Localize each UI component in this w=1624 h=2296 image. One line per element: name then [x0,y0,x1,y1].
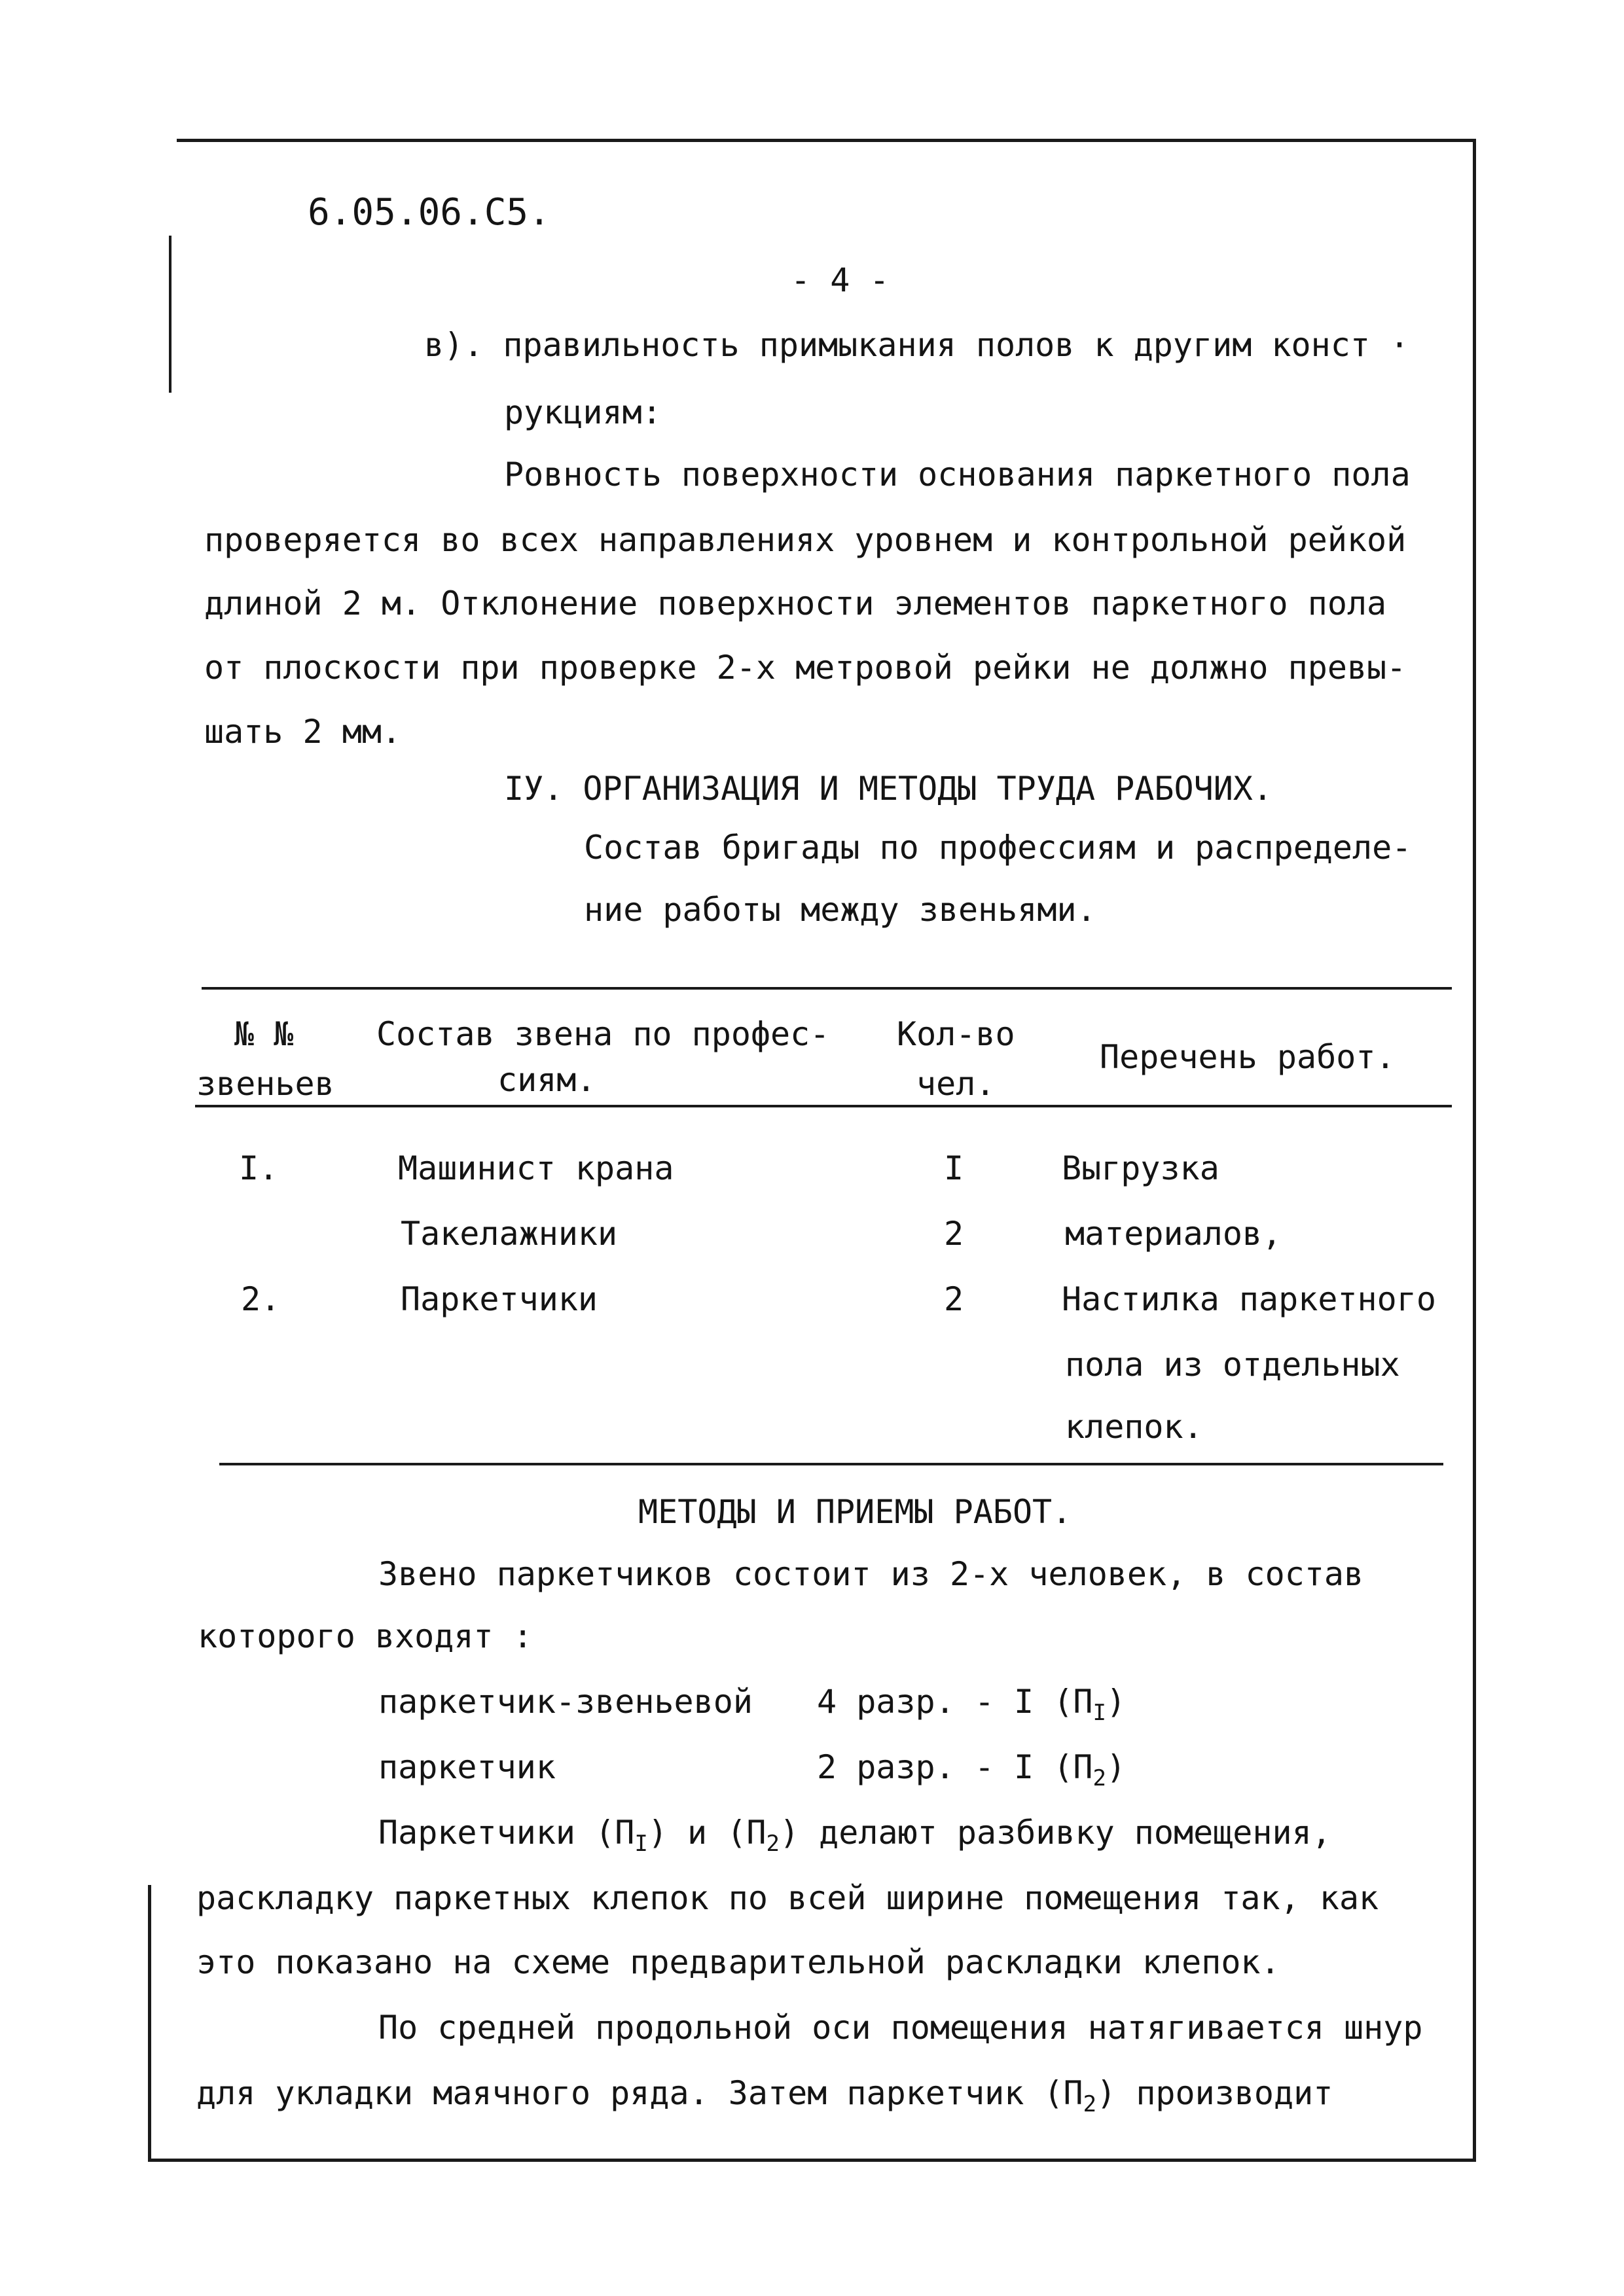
header-count-2: чел. [916,1065,996,1103]
row1-count: I [944,1149,964,1187]
frame-left [148,1885,151,2160]
para1-line-4: от плоскости при проверке 2-х метровой рейки не должно превы- [204,649,1407,687]
para2-line-3: это показано на схеме предварительной раскладки клепок. [196,1943,1280,1981]
frame-bottom [148,2159,1476,2162]
section-subtitle-1: Состав бригады по профессиям и распределе- [584,829,1412,867]
row3-role: Паркетчики [401,1280,598,1318]
header-number-2: звеньев [196,1065,334,1103]
row5-work: клепок. [1065,1408,1203,1446]
row1-role: Машинист крана [398,1149,674,1187]
frame-right [1473,139,1476,2161]
frame-top [177,139,1476,142]
header-count-1: Кол-во [897,1015,1015,1053]
methods-title: МЕТОДЫ И ПРИЕМЫ РАБОТ. [638,1493,1072,1531]
header-composition-1: Состав звена по профес- [376,1015,830,1053]
para3-line-1: По средней продольной оси помещения натягивается шнур [378,2009,1423,2047]
row2-count: 2 [944,1215,964,1253]
member-1-grade: 4 разр. - I $(П_I)$ [817,1683,1127,1726]
header-composition-2: сиям. [497,1061,596,1099]
page-number: - 4 - [791,261,890,299]
para3-line-2: для укладки маячного ряда. Затем паркетчик $(П_2)$ производит [196,2074,1333,2117]
para2-line-1: Паркетчики $(П_I)$ и $(П_2)$ делают разбивку помещения, [378,1814,1331,1857]
row3-count: 2 [944,1280,964,1318]
frame-left-upper [169,236,171,393]
para1-line-2: проверяется во всех направлениях уровнем и контрольной рейкой [204,521,1407,559]
member-2-grade: 2 разр. - I $(П_2)$ [817,1748,1127,1791]
section-subtitle-2: ние работы между звеньями. [584,891,1096,929]
intro-line-2: рукциям: [504,393,662,431]
para1-line-5: шать 2 мм. [204,713,402,751]
para2-line-2: раскладку паркетных клепок по всей ширине помещения так, как [196,1879,1379,1917]
header-number-1: № № [234,1015,294,1053]
row3-number: 2. [241,1280,281,1318]
para1-line-1: Ровность поверхности основания паркетного пола [504,456,1411,493]
header-works: Перечень работ. [1100,1038,1396,1076]
row1-number: I. [239,1149,279,1187]
member-1-role: паркетчик-звеньевой [378,1683,753,1721]
table-bottom-rule [219,1463,1443,1465]
row1-work: Выгрузка [1062,1149,1219,1187]
row3-work: Настилка паркетного [1062,1280,1436,1318]
table-header-rule [195,1105,1452,1107]
row2-role: Такелажники [401,1215,618,1253]
row2-work: материалов, [1065,1215,1282,1253]
table-top-rule [202,987,1452,990]
team-line-1: Звено паркетчиков состоит из 2-х человек, в состав [378,1555,1364,1593]
team-line-2: которого входят : [198,1617,533,1655]
para1-line-3: длиной 2 м. Отклонение поверхности элементов паркетного пола [204,584,1387,622]
intro-line-1: в). правильность примыкания полов к другим конст · [424,326,1410,364]
section-title: IУ. ОРГАНИЗАЦИЯ И МЕТОДЫ ТРУДА РАБОЧИХ. [504,770,1272,808]
member-2-role: паркетчик [378,1748,556,1786]
row4-work: пола из отдельных [1065,1346,1400,1384]
document-code: 6.05.06.С5. [308,191,550,234]
